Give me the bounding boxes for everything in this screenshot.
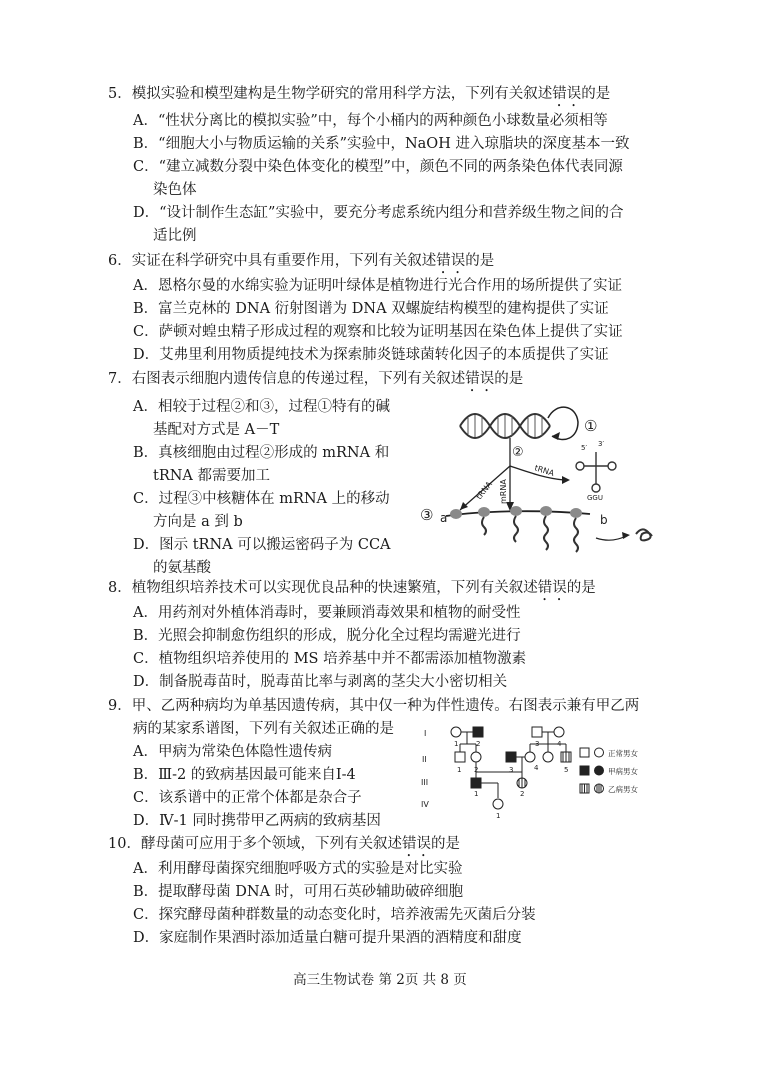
q6-option-b: B．富兰克林的 DNA 衍射图谱为 DNA 双螺旋结构模型的建构提供了实证 <box>133 301 609 317</box>
q7-option-c: C．过程③中核糖体在 mRNA 上的移动 <box>133 491 390 507</box>
I-2-number: 2 <box>476 740 481 748</box>
II-4-number: 4 <box>534 764 539 772</box>
folded-protein <box>636 529 652 540</box>
q8-stem <box>108 578 596 604</box>
legend-normal-label: 正常男女 <box>608 749 638 758</box>
q10-stem-text: 10．酵母菌可应用于多个领域，下列有关叙述 <box>108 836 402 852</box>
legend-disease-a-label: 甲病男女 <box>608 767 638 776</box>
q7-option-b-cont: tRNA 都需要加工 <box>153 468 271 484</box>
q9-stem-cont: 病的某家系谱图，下列有关叙述正确的是 <box>133 721 394 737</box>
q5-option-d-cont: 适比例 <box>153 228 197 244</box>
q6-stem <box>108 251 494 277</box>
q5-stem-end: 的是 <box>581 86 611 102</box>
q9-option-c: C．该系谱中的正常个体都是杂合子 <box>133 790 362 806</box>
generation-IV: IV <box>421 800 429 809</box>
label-a: a <box>440 511 448 525</box>
arrowhead-trna-right <box>562 476 570 484</box>
q7-option-a: A．相较于过程②和③，过程①特有的碱 <box>133 399 390 415</box>
label-anticodon: GGU <box>587 494 603 502</box>
q9-option-a: A．甲病为常染色体隐性遗传病 <box>133 744 332 760</box>
IV-1-number: 1 <box>496 812 501 820</box>
label-trna-left: tRNA <box>474 479 494 502</box>
q7-option-d: D．图示 tRNA 可以搬运密码子为 CCA <box>133 537 391 553</box>
III-2-number: 2 <box>520 790 525 798</box>
label-process-3: ③ <box>420 506 434 524</box>
label-trna-right: tRNA <box>533 463 556 479</box>
q5-option-c-cont: 染色体 <box>153 182 197 198</box>
trna-cloverleaf <box>576 452 616 492</box>
q10-stem-emphasis: 错误 <box>401 836 431 852</box>
label-process-1: ① <box>584 417 598 435</box>
peptide-chains <box>482 516 578 552</box>
q5-option-c: C．“建立减数分裂中染色体变化的模型”中，颜色不同的两条染色体代表同源 <box>133 159 623 175</box>
label-5prime: 5′ <box>581 444 588 452</box>
II-2-number: 2 <box>474 766 479 774</box>
III-1-number: 1 <box>474 790 479 798</box>
release-arrowhead <box>622 532 630 539</box>
q8-option-a: A．用药剂对外植体消毒时，要兼顾消毒效果和植物的耐受性 <box>133 605 521 621</box>
gene-expression-figure <box>418 396 663 566</box>
page-footer: 高三生物试卷 第 2页 共 8 页 <box>293 972 467 988</box>
label-3prime: 3′ <box>598 440 605 448</box>
q5-option-a: A．“性状分离比的模拟实验”中，每个小桶内的两种颜色小球数量必须相等 <box>133 113 608 129</box>
q7-stem <box>108 369 523 395</box>
q7-option-d-cont: 的氨基酸 <box>153 560 211 576</box>
q8-stem-emphasis: 错误 <box>537 580 567 596</box>
I-4-number: 4 <box>557 740 562 748</box>
q5-option-b: B．“细胞大小与物质运输的关系”实验中，NaOH 进入琼脂块的深度基本一致 <box>133 136 630 152</box>
q10-option-b: B．提取酵母菌 DNA 时，可用石英砂辅助破碎细胞 <box>133 884 464 900</box>
q10-stem <box>108 834 460 860</box>
q6-option-d: D．艾弗里利用物质提纯技术为探索肺炎链球菌转化因子的本质提供了实证 <box>133 347 609 363</box>
q6-stem-end: 的是 <box>465 253 495 269</box>
q6-option-c: C．萨顿对蝗虫精子形成过程的观察和比较为证明基因在染色体上提供了实证 <box>133 324 623 340</box>
q10-option-d: D．家庭制作果酒时添加适量白糖可提升果酒的酒精度和甜度 <box>133 930 522 946</box>
q7-option-a-cont: 基配对方式是 A－T <box>153 422 280 438</box>
q6-stem-text: 6．实证在科学研究中具有重要作用，下列有关叙述 <box>108 253 437 269</box>
q9-stem: 9．甲、乙两种病均为单基因遗传病，其中仅一种为伴性遗传。右图表示兼有甲乙两 <box>108 698 640 714</box>
q5-stem-emphasis: 错误 <box>552 86 582 102</box>
q9-option-d: D．Ⅳ-1 同时携带甲乙两病的致病基因 <box>133 813 381 829</box>
q10-stem-end: 的是 <box>430 836 460 852</box>
q8-stem-text: 8．植物组织培养技术可以实现优良品种的快速繁殖，下列有关叙述 <box>108 580 538 596</box>
II-1-number: 1 <box>457 766 462 774</box>
q6-stem-emphasis: 错误 <box>436 253 466 269</box>
release-arrow <box>596 536 626 540</box>
q7-option-c-cont: 方向是 a 到 b <box>153 514 243 530</box>
generation-I-members <box>451 727 564 744</box>
legend-disease-b-label: 乙病男女 <box>608 785 638 794</box>
I-1-number: 1 <box>454 740 459 748</box>
q5-option-d: D．“设计制作生态缸”实验中，要充分考虑系统内组分和营养级生物之间的合 <box>133 205 624 221</box>
II-3-number: 3 <box>509 766 514 774</box>
pedigree-legend <box>580 748 604 793</box>
q8-option-d: D．制备脱毒苗时，脱毒苗比率与剥离的茎尖大小密切相关 <box>133 674 508 690</box>
generation-II: II <box>422 755 427 764</box>
replication-arrow <box>548 407 578 439</box>
q8-stem-end: 的是 <box>566 580 596 596</box>
q5-stem-text: 5．模拟实验和模型建构是生物学研究的常用科学方法，下列有关叙述 <box>108 86 553 102</box>
I-3-number: 3 <box>535 740 540 748</box>
pedigree-figure <box>418 722 678 822</box>
label-mrna: mRNA <box>499 479 508 504</box>
q7-option-b: B．真核细胞由过程②形成的 mRNA 和 <box>133 445 390 461</box>
q5-stem <box>108 84 610 110</box>
generation-III: III <box>421 778 429 787</box>
II-5-number: 5 <box>564 766 569 774</box>
q10-option-c: C．探究酵母菌种群数量的动态变化时，培养液需先灭菌后分装 <box>133 907 536 923</box>
label-process-2: ② <box>512 445 524 460</box>
label-b: b <box>600 513 608 527</box>
q7-stem-end: 的是 <box>494 371 524 387</box>
q7-stem-text: 7．右图表示细胞内遗传信息的传递过程，下列有关叙述 <box>108 371 466 387</box>
q10-option-a: A．利用酵母菌探究细胞呼吸方式的实验是对比实验 <box>133 861 463 877</box>
generation-III-members <box>471 772 527 809</box>
q9-option-b: B．Ⅲ-2 的致病基因最可能来自Ⅰ-4 <box>133 767 356 783</box>
q7-stem-emphasis: 错误 <box>465 371 495 387</box>
q6-option-a: A．恩格尔曼的水绵实验为证明叶绿体是植物进行光合作用的场所提供了实证 <box>133 278 622 294</box>
q8-option-b: B．光照会抑制愈伤组织的形成，脱分化全过程均需避光进行 <box>133 628 521 644</box>
q8-option-c: C．植物组织培养使用的 MS 培养基中并不都需添加植物激素 <box>133 651 527 667</box>
generation-I: I <box>424 729 427 738</box>
